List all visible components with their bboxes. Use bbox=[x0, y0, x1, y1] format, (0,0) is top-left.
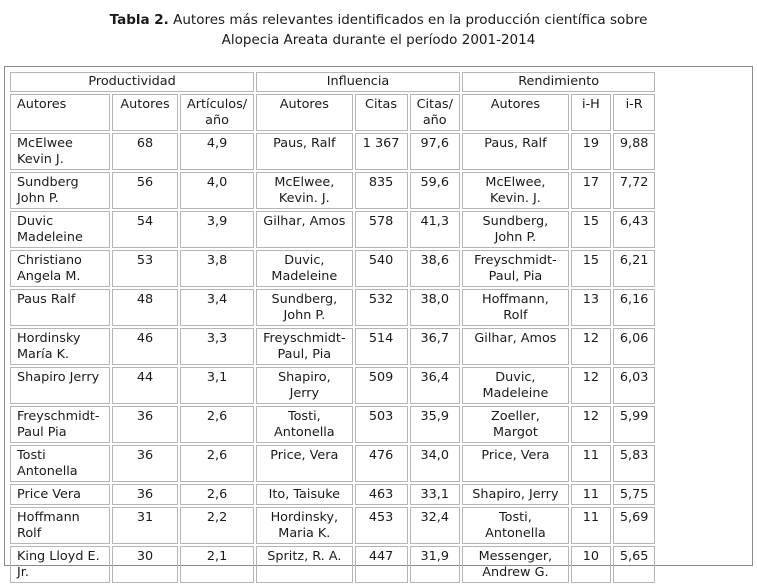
cell-citas: 447 bbox=[355, 546, 408, 583]
cell-author-productividad: Paus Ralf bbox=[10, 289, 110, 326]
cell-author-rendimiento: Freyschmidt-Paul, Pia bbox=[462, 250, 569, 287]
table-row bbox=[10, 211, 655, 248]
cell-citas: 532 bbox=[355, 289, 408, 326]
cell-i-r: 7,72 bbox=[613, 172, 656, 209]
table-row bbox=[10, 133, 655, 170]
table-row bbox=[10, 328, 655, 365]
cell-autores-count: 46 bbox=[112, 328, 178, 365]
cell-author-rendimiento: Price, Vera bbox=[462, 445, 569, 482]
caption-line-1 bbox=[0, 10, 757, 30]
cell-i-h: 12 bbox=[571, 328, 611, 365]
cell-i-h: 10 bbox=[571, 546, 611, 583]
cell-author-influencia: Gilhar, Amos bbox=[256, 211, 352, 248]
cell-autores-count: 54 bbox=[112, 211, 178, 248]
cell-articulos-ano: 4,0 bbox=[180, 172, 254, 209]
cell-autores-count: 68 bbox=[112, 133, 178, 170]
cell-i-h: 12 bbox=[571, 367, 611, 404]
header-autores-count: Autores bbox=[112, 94, 178, 131]
cell-citas-ano: 97,6 bbox=[410, 133, 460, 170]
cell-i-h: 11 bbox=[571, 484, 611, 505]
cell-autores-count: 36 bbox=[112, 484, 178, 505]
cell-i-r: 6,21 bbox=[613, 250, 656, 287]
group-rendimiento: Rendimiento bbox=[462, 72, 656, 92]
cell-citas-ano: 59,6 bbox=[410, 172, 460, 209]
header-i-h: i-H bbox=[571, 94, 611, 131]
cell-autores-count: 56 bbox=[112, 172, 178, 209]
cell-citas-ano: 31,9 bbox=[410, 546, 460, 583]
cell-i-h: 13 bbox=[571, 289, 611, 326]
cell-author-productividad: Price Vera bbox=[10, 484, 110, 505]
cell-autores-count: 36 bbox=[112, 406, 178, 443]
cell-citas: 578 bbox=[355, 211, 408, 248]
cell-author-productividad: Shapiro Jerry bbox=[10, 367, 110, 404]
cell-citas-ano: 41,3 bbox=[410, 211, 460, 248]
cell-author-influencia: Ito, Taisuke bbox=[256, 484, 352, 505]
cell-citas: 463 bbox=[355, 484, 408, 505]
cell-author-influencia: Tosti, Antonella bbox=[256, 406, 352, 443]
cell-citas-ano: 38,6 bbox=[410, 250, 460, 287]
cell-articulos-ano: 3,4 bbox=[180, 289, 254, 326]
cell-autores-count: 36 bbox=[112, 445, 178, 482]
cell-citas-ano: 36,4 bbox=[410, 367, 460, 404]
header-autores-productividad: Autores bbox=[10, 94, 110, 131]
cell-author-influencia: Shapiro, Jerry bbox=[256, 367, 352, 404]
table-row bbox=[10, 289, 655, 326]
cell-i-r: 9,88 bbox=[613, 133, 656, 170]
table-row bbox=[10, 172, 655, 209]
cell-i-h: 15 bbox=[571, 211, 611, 248]
cell-author-productividad: Freyschmidt-Paul Pia bbox=[10, 406, 110, 443]
cell-autores-count: 53 bbox=[112, 250, 178, 287]
cell-author-productividad: Hoffmann Rolf bbox=[10, 507, 110, 544]
cell-citas-ano: 38,0 bbox=[410, 289, 460, 326]
table-body bbox=[10, 133, 655, 583]
cell-i-h: 12 bbox=[571, 406, 611, 443]
cell-articulos-ano: 3,1 bbox=[180, 367, 254, 404]
cell-author-productividad: Hordinsky María K. bbox=[10, 328, 110, 365]
cell-autores-count: 44 bbox=[112, 367, 178, 404]
header-citas-ano: Citas/ año bbox=[410, 94, 460, 131]
cell-i-r: 5,83 bbox=[613, 445, 656, 482]
cell-author-influencia: Sundberg, John P. bbox=[256, 289, 352, 326]
cell-author-rendimiento: Tosti, Antonella bbox=[462, 507, 569, 544]
cell-i-h: 17 bbox=[571, 172, 611, 209]
cell-author-influencia: Duvic, Madeleine bbox=[256, 250, 352, 287]
header-articulos-ano: Artículos/ año bbox=[180, 94, 254, 131]
cell-autores-count: 48 bbox=[112, 289, 178, 326]
cell-author-rendimiento: Gilhar, Amos bbox=[462, 328, 569, 365]
table-frame bbox=[4, 66, 753, 580]
cell-author-rendimiento: Messenger, Andrew G. bbox=[462, 546, 569, 583]
cell-author-rendimiento: Hoffmann, Rolf bbox=[462, 289, 569, 326]
group-header-row bbox=[10, 72, 655, 92]
cell-articulos-ano: 2,6 bbox=[180, 484, 254, 505]
cell-author-rendimiento: Duvic, Madeleine bbox=[462, 367, 569, 404]
cell-articulos-ano: 3,3 bbox=[180, 328, 254, 365]
caption-text-1: Autores más relevantes identificados en la producción científica sobre bbox=[173, 12, 648, 28]
cell-i-r: 6,43 bbox=[613, 211, 656, 248]
cell-i-r: 5,99 bbox=[613, 406, 656, 443]
cell-author-influencia: Hordinsky, Maria K. bbox=[256, 507, 352, 544]
cell-author-rendimiento: McElwee, Kevin. J. bbox=[462, 172, 569, 209]
cell-author-influencia: Paus, Ralf bbox=[256, 133, 352, 170]
cell-citas: 835 bbox=[355, 172, 408, 209]
cell-author-influencia: Freyschmidt-Paul, Pia bbox=[256, 328, 352, 365]
cell-i-r: 5,75 bbox=[613, 484, 656, 505]
cell-articulos-ano: 4,9 bbox=[180, 133, 254, 170]
header-citas: Citas bbox=[355, 94, 408, 131]
cell-author-rendimiento: Zoeller, Margot bbox=[462, 406, 569, 443]
table-row bbox=[10, 546, 655, 583]
cell-author-influencia: Price, Vera bbox=[256, 445, 352, 482]
cell-citas: 514 bbox=[355, 328, 408, 365]
cell-articulos-ano: 2,6 bbox=[180, 406, 254, 443]
cell-i-h: 11 bbox=[571, 445, 611, 482]
header-autores-influencia: Autores bbox=[256, 94, 352, 131]
cell-author-influencia: McElwee, Kevin. J. bbox=[256, 172, 352, 209]
caption-label: Tabla 2. bbox=[109, 12, 169, 28]
table-row bbox=[10, 367, 655, 404]
column-header-row bbox=[10, 94, 655, 131]
group-productividad: Productividad bbox=[10, 72, 254, 92]
cell-citas-ano: 33,1 bbox=[410, 484, 460, 505]
cell-i-r: 6,06 bbox=[613, 328, 656, 365]
cell-i-r: 5,65 bbox=[613, 546, 656, 583]
cell-citas-ano: 35,9 bbox=[410, 406, 460, 443]
cell-citas-ano: 32,4 bbox=[410, 507, 460, 544]
cell-i-h: 15 bbox=[571, 250, 611, 287]
header-autores-rendimiento: Autores bbox=[462, 94, 569, 131]
cell-author-rendimiento: Shapiro, Jerry bbox=[462, 484, 569, 505]
cell-i-h: 19 bbox=[571, 133, 611, 170]
cell-articulos-ano: 2,6 bbox=[180, 445, 254, 482]
cell-author-productividad: Sundberg John P. bbox=[10, 172, 110, 209]
cell-author-productividad: King Lloyd E. Jr. bbox=[10, 546, 110, 583]
cell-autores-count: 31 bbox=[112, 507, 178, 544]
caption-line-2: Alopecia Areata durante el período 2001-2014 bbox=[221, 32, 536, 48]
cell-articulos-ano: 3,9 bbox=[180, 211, 254, 248]
cell-citas-ano: 36,7 bbox=[410, 328, 460, 365]
cell-i-h: 11 bbox=[571, 507, 611, 544]
cell-i-r: 5,69 bbox=[613, 507, 656, 544]
table-row bbox=[10, 406, 655, 443]
cell-author-productividad: Tosti Antonella bbox=[10, 445, 110, 482]
cell-citas: 453 bbox=[355, 507, 408, 544]
cell-author-rendimiento: Paus, Ralf bbox=[462, 133, 569, 170]
cell-author-influencia: Spritz, R. A. bbox=[256, 546, 352, 583]
group-influencia: Influencia bbox=[256, 72, 460, 92]
cell-author-rendimiento: Sundberg, John P. bbox=[462, 211, 569, 248]
table-row bbox=[10, 507, 655, 544]
table-row bbox=[10, 484, 655, 505]
cell-citas: 503 bbox=[355, 406, 408, 443]
cell-articulos-ano: 2,2 bbox=[180, 507, 254, 544]
authors-table bbox=[8, 70, 657, 585]
cell-author-productividad: McElwee Kevin J. bbox=[10, 133, 110, 170]
cell-i-r: 6,03 bbox=[613, 367, 656, 404]
header-i-r: i-R bbox=[613, 94, 656, 131]
cell-articulos-ano: 2,1 bbox=[180, 546, 254, 583]
cell-i-r: 6,16 bbox=[613, 289, 656, 326]
cell-citas: 1 367 bbox=[355, 133, 408, 170]
cell-author-productividad: Duvic Madeleine bbox=[10, 211, 110, 248]
cell-author-productividad: Christiano Angela M. bbox=[10, 250, 110, 287]
cell-citas-ano: 34,0 bbox=[410, 445, 460, 482]
cell-autores-count: 30 bbox=[112, 546, 178, 583]
cell-citas: 476 bbox=[355, 445, 408, 482]
cell-citas: 540 bbox=[355, 250, 408, 287]
table-caption bbox=[0, 0, 757, 52]
table-row bbox=[10, 445, 655, 482]
table-row bbox=[10, 250, 655, 287]
cell-articulos-ano: 3,8 bbox=[180, 250, 254, 287]
cell-citas: 509 bbox=[355, 367, 408, 404]
